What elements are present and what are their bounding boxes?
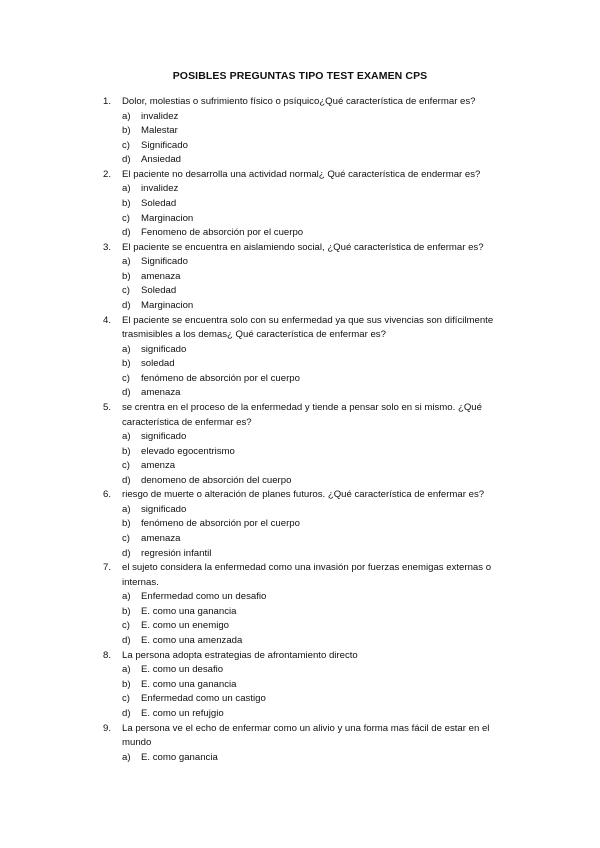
question-text: se crentra en el proceso de la enfermedad y tiende a pensar solo en si mismo. ¿Qué característica de enfermar es? (122, 402, 482, 428)
option-text: E. como una amenzada (141, 635, 243, 647)
option-letter: a) (122, 431, 131, 442)
option-letter: c) (122, 620, 130, 632)
question-text: La persona ve el echo de enfermar como un alivio y una forma mas fácil de estar en el mundo (122, 722, 490, 748)
answer-option (122, 619, 600, 634)
option-letter: a) (122, 343, 131, 355)
option-letter: a) (122, 591, 131, 603)
option-letter: a) (122, 256, 131, 268)
option-text: E. como ganancia (141, 751, 218, 763)
answer-option (122, 474, 600, 489)
question-1 (103, 95, 520, 110)
answer-option (122, 299, 600, 314)
option-text: fenómeno de absorción por el cuerpo (141, 372, 300, 384)
option-text: E. como una ganancia (141, 605, 237, 617)
option-letter: a) (122, 110, 131, 122)
question-5 (103, 401, 520, 430)
option-letter: b) (122, 605, 131, 617)
answer-option (122, 182, 600, 197)
answer-option (122, 663, 600, 678)
option-text: Malestar (141, 125, 178, 137)
option-letter: a) (122, 664, 131, 676)
option-letter: d) (122, 474, 131, 486)
answer-option (122, 153, 600, 168)
option-letter: d) (122, 547, 131, 559)
option-letter: d) (122, 300, 131, 312)
answer-option (122, 430, 600, 445)
option-letter: c) (122, 285, 130, 297)
answer-option (122, 692, 600, 707)
option-letter: c) (122, 372, 130, 384)
answer-option (122, 284, 600, 299)
option-text: E. como una ganancia (141, 678, 237, 690)
page-title: POSIBLES PREGUNTAS TIPO TEST EXAMEN CPS (172, 70, 428, 82)
answer-option (122, 503, 600, 518)
answer-option (122, 372, 600, 387)
option-letter: b) (122, 518, 131, 530)
option-text: invalidez (141, 183, 179, 195)
answer-option (122, 590, 600, 605)
option-text: significado (141, 431, 187, 442)
answer-option (122, 357, 600, 372)
answer-option (122, 212, 600, 227)
option-letter: d) (122, 635, 131, 647)
question-number: 2. (103, 168, 112, 180)
question-2 (103, 168, 520, 183)
question-number: 5. (103, 402, 112, 413)
option-text: Soledad (141, 197, 177, 209)
question-number: 4. (103, 314, 112, 326)
answer-option (122, 270, 600, 285)
answer-option (122, 343, 600, 358)
option-text: amenaza (141, 387, 181, 399)
question-9 (103, 722, 520, 751)
answer-option (122, 110, 600, 125)
option-text: Enfermedad como un desafio (141, 591, 267, 603)
option-letter: d) (122, 227, 131, 239)
question-text: riesgo de muerte o alteración de planes futuros. ¿Qué característica de enfermar es? (122, 489, 485, 501)
option-text: Enfermedad como un castigo (141, 693, 266, 705)
option-text: significado (141, 503, 187, 515)
answer-option (122, 386, 600, 401)
question-number: 3. (103, 241, 112, 253)
question-number: 6. (103, 489, 112, 501)
answer-option (122, 517, 600, 532)
option-text: E. como un refujgio (141, 707, 224, 719)
option-letter: c) (122, 212, 130, 224)
option-letter: a) (122, 751, 131, 763)
option-letter: c) (122, 533, 130, 545)
option-letter: c) (122, 460, 130, 472)
answer-option (122, 751, 600, 766)
answer-option (122, 255, 600, 270)
option-text: Fenomeno de absorción por el cuerpo (141, 227, 304, 239)
option-text: significado (141, 343, 187, 355)
option-text: amenaza (141, 533, 181, 545)
option-text: Significado (141, 139, 188, 151)
question-text: El paciente se encuentra en aislamiendo social, ¿Qué característica de enfermar es? (122, 241, 484, 253)
question-number: 1. (103, 96, 112, 107)
question-list (0, 95, 600, 765)
answer-option (122, 459, 600, 474)
option-text: amenaza (141, 270, 181, 282)
option-text: soledad (141, 358, 175, 370)
option-letter: d) (122, 154, 131, 166)
option-text: Significado (141, 256, 188, 268)
question-4 (103, 314, 520, 343)
option-letter: b) (122, 678, 131, 690)
option-text: Ansiedad (141, 154, 182, 166)
option-letter: b) (122, 358, 131, 370)
option-letter: b) (122, 197, 131, 209)
answer-option (122, 139, 600, 154)
question-number: 8. (103, 649, 112, 661)
question-7 (103, 561, 520, 590)
option-letter: b) (122, 125, 131, 137)
option-text: amenza (141, 460, 176, 472)
answer-option (122, 226, 600, 241)
option-letter: c) (122, 139, 130, 151)
question-3 (103, 241, 520, 256)
question-text: El paciente no desarrolla una actividad normal¿ Qué característica de endermar es? (122, 168, 481, 180)
question-8 (103, 649, 520, 664)
option-text: regresión infantil (141, 547, 212, 559)
question-text: El paciente se encuentra solo con su enfermedad ya que sus vivencias son difícilmente trasmisibles a los demas¿ Qué característica de enfermar es? (122, 314, 494, 341)
answer-option (122, 707, 600, 722)
option-text: Marginacion (141, 212, 194, 224)
option-text: E. como un desafio (141, 664, 224, 676)
option-text: invalidez (141, 110, 179, 122)
question-number: 7. (103, 562, 112, 574)
option-letter: c) (122, 693, 130, 705)
answer-option (122, 678, 600, 693)
option-letter: b) (122, 445, 131, 457)
answer-option (122, 445, 600, 460)
question-text: La persona adopta estrategias de afrontamiento directo (122, 649, 358, 661)
answer-option (122, 634, 600, 649)
option-text: elevado egocentrismo (141, 445, 235, 457)
answer-option (122, 605, 600, 620)
option-text: denomeno de absorción del cuerpo (141, 474, 292, 486)
option-text: Soledad (141, 285, 177, 297)
answer-option (122, 197, 600, 212)
option-letter: d) (122, 387, 131, 399)
question-text: el sujeto considera la enfermedad como una invasión por fuerzas enemigas externas o internas. (122, 562, 492, 588)
option-letter: a) (122, 503, 131, 515)
option-letter: b) (122, 270, 131, 282)
option-text: fenómeno de absorción por el cuerpo (141, 518, 300, 530)
question-6 (103, 488, 520, 503)
option-text: E. como un enemigo (141, 620, 229, 632)
question-text: Dolor, molestias o sufrimiento físico o psíquico¿Qué característica de enfermar es? (122, 96, 476, 107)
question-number: 9. (103, 722, 112, 734)
option-letter: d) (122, 707, 131, 719)
option-text: Marginacion (141, 300, 194, 312)
answer-option (122, 532, 600, 547)
answer-option (122, 547, 600, 562)
option-letter: a) (122, 183, 131, 195)
answer-option (122, 124, 600, 139)
